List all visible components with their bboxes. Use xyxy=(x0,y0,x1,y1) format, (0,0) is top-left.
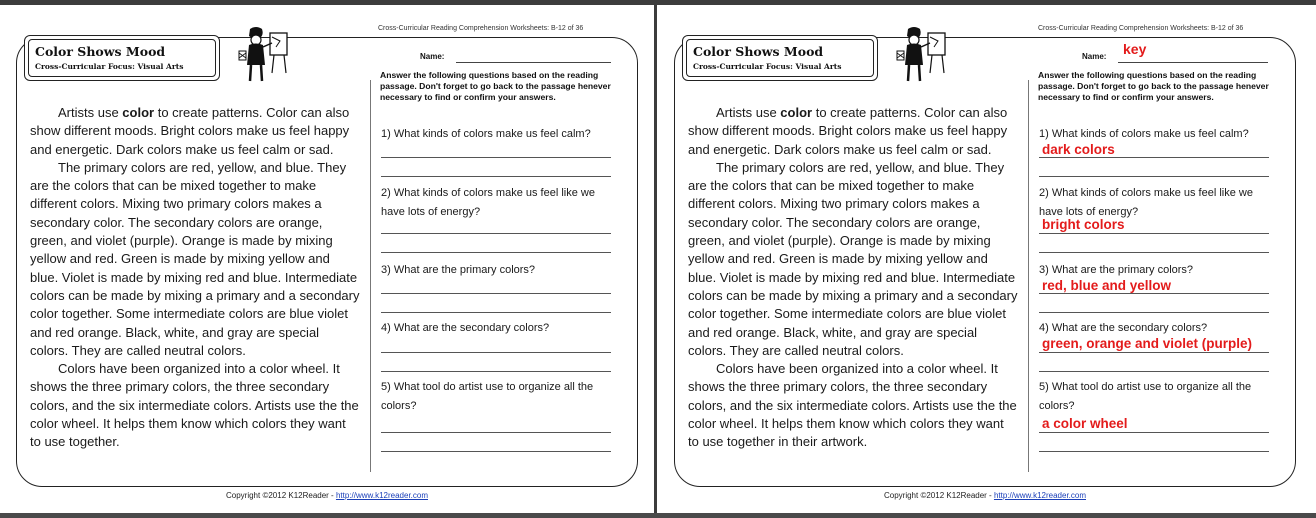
answer-line[interactable] xyxy=(381,432,611,433)
passage-paragraph-2: The primary colors are red, yellow, and blue. They are the colors that can be mixed together to make different colors. Mixing two primary colors makes a secondary color. The secondary colors are orange, green, and violet (purple). Orange is made by mixing yellow and red. Green is made by mixing yellow and blue. Violet is made by mixing red and blue. Intermediate colors can be made by mixing a primary and a secondary color together. Some intermediate colors are blue violet and red orange. Black, white, and gray are special colors. They are called neutral colors. xyxy=(688,159,1018,358)
answer-line[interactable] xyxy=(381,312,611,313)
question-4: 4) What are the secondary colors? xyxy=(1039,322,1208,334)
answer-line[interactable] xyxy=(381,371,611,372)
artist-illustration-icon xyxy=(894,25,948,85)
name-label: Name: xyxy=(1082,52,1107,61)
answer-4: green, orange and violet (purple) xyxy=(1042,336,1253,351)
column-divider xyxy=(1028,80,1029,472)
reading-passage xyxy=(688,104,1018,452)
answer-line[interactable] xyxy=(1039,312,1269,313)
reading-passage xyxy=(30,104,360,452)
answer-line[interactable] xyxy=(1039,176,1269,177)
name-field[interactable] xyxy=(456,62,611,63)
passage-paragraph-3: Colors have been organized into a color wheel. It shows the three primary colors, the three secondary colors, and the six intermediate colors. Artists use the the color wheel. It helps them know which colors they want to use together in their artwork. xyxy=(688,361,1017,450)
keyword-color: color xyxy=(780,105,813,120)
passage-paragraph-1: Artists use color to create patterns. Color can also show different moods. Bright colors make us feel happy and energetic. Dark colors make us feel calm or sad. xyxy=(688,105,1008,157)
question-3: 3) What are the primary colors? xyxy=(1039,264,1194,276)
name-answer: key xyxy=(1123,41,1147,57)
answer-line[interactable] xyxy=(381,352,611,353)
answer-2: bright colors xyxy=(1042,217,1125,232)
name-label: Name: xyxy=(420,52,445,61)
worksheet-title: Color Shows Mood xyxy=(693,44,824,59)
answer-1: dark colors xyxy=(1042,142,1115,157)
answer-line[interactable] xyxy=(1039,157,1269,158)
copyright-footer: Copyright ©2012 K12Reader - http://www.k12reader.com xyxy=(883,491,1086,500)
question-2: 2) What kinds of colors make us feel like we have lots of energy? xyxy=(381,187,595,218)
k12reader-link[interactable]: http://www.k12reader.com xyxy=(335,491,428,500)
answer-line[interactable] xyxy=(1039,432,1269,433)
focus-subtitle: Cross-Curricular Focus: Visual Arts xyxy=(35,62,184,71)
answer-line[interactable] xyxy=(1039,233,1269,234)
answer-line[interactable] xyxy=(381,176,611,177)
keyword-color: color xyxy=(122,105,155,120)
worksheet-page-answer-key xyxy=(658,5,1312,513)
passage-paragraph-3: Colors have been organized into a color wheel. It shows the three primary colors, the three secondary colors, and the six intermediate colors. Artists use the the color wheel. It helps them know which colors they want to use together. xyxy=(30,361,359,450)
answer-3: red, blue and yellow xyxy=(1042,278,1172,293)
answer-line[interactable] xyxy=(381,157,611,158)
answer-line[interactable] xyxy=(1039,371,1269,372)
copyright-footer: Copyright ©2012 K12Reader - http://www.k12reader.com xyxy=(225,491,428,500)
answer-line[interactable] xyxy=(1039,293,1269,294)
artist-illustration-icon xyxy=(236,25,290,85)
answer-line[interactable] xyxy=(1039,252,1269,253)
name-field[interactable] xyxy=(1118,62,1268,63)
title-box xyxy=(24,35,220,81)
question-1: 1) What kinds of colors make us feel calm? xyxy=(1039,128,1249,140)
passage-paragraph-2: The primary colors are red, yellow, and blue. They are the colors that can be mixed together to make different colors. Mixing two primary colors makes a secondary color. The secondary colors are orange, green, and violet (purple). Orange is made by mixing yellow and red. Green is made by mixing yellow and blue. Violet is made by mixing red and blue. Intermediate colors can be made by mixing a primary and a secondary color together. Some intermediate colors are blue violet and red orange. Black, white, and gray are special colors. They are called neutral colors. xyxy=(30,159,360,358)
instructions: Answer the following questions based on the reading passage. Don't forget to go back to the passage henever necessary to find or confirm your answers. xyxy=(380,70,611,102)
worksheet-page-blank xyxy=(0,5,654,513)
question-4: 4) What are the secondary colors? xyxy=(381,322,550,334)
answer-line[interactable] xyxy=(381,252,611,253)
header-note: Cross-Curricular Reading Comprehension Worksheets: B-12 of 36 xyxy=(378,25,584,32)
question-5: 5) What tool do artist use to organize all the colors? xyxy=(1039,381,1252,412)
page-divider xyxy=(654,0,657,518)
column-divider xyxy=(370,80,371,472)
question-3: 3) What are the primary colors? xyxy=(381,264,536,276)
answer-5: a color wheel xyxy=(1042,416,1128,431)
answer-line[interactable] xyxy=(381,451,611,452)
answer-line[interactable] xyxy=(1039,451,1269,452)
passage-paragraph-1: Artists use color to create patterns. Color can also show different moods. Bright colors make us feel happy and energetic. Dark colors make us feel calm or sad. xyxy=(30,105,350,157)
focus-subtitle: Cross-Curricular Focus: Visual Arts xyxy=(693,62,842,71)
k12reader-link[interactable]: http://www.k12reader.com xyxy=(993,491,1086,500)
question-2: 2) What kinds of colors make us feel like we have lots of energy? xyxy=(1039,187,1253,218)
header-note: Cross-Curricular Reading Comprehension Worksheets: B-12 of 36 xyxy=(1038,25,1244,32)
instructions: Answer the following questions based on the reading passage. Don't forget to go back to the passage henever necessary to find or confirm your answers. xyxy=(1038,70,1269,102)
question-5: 5) What tool do artist use to organize all the colors? xyxy=(381,381,594,412)
worksheet-title: Color Shows Mood xyxy=(35,44,166,59)
answer-line[interactable] xyxy=(381,293,611,294)
bottom-bar xyxy=(0,513,1316,518)
answer-line[interactable] xyxy=(1039,352,1269,353)
question-1: 1) What kinds of colors make us feel calm? xyxy=(381,128,591,140)
title-box xyxy=(682,35,878,81)
answer-line[interactable] xyxy=(381,233,611,234)
